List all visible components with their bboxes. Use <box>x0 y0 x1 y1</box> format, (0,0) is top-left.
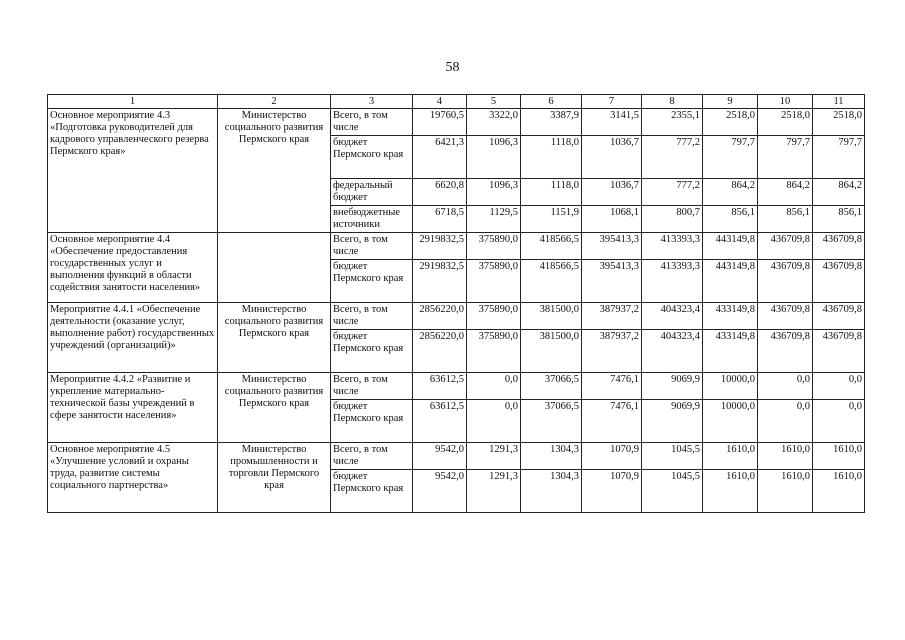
amount-cell: 381500,0 <box>521 330 582 373</box>
amount-cell: 2919832,5 <box>413 260 467 303</box>
amount-cell: 1610,0 <box>758 470 813 513</box>
activity-executor: Министерство социального развития Пермского края <box>218 303 331 373</box>
funding-source: бюджет Пермского края <box>331 260 413 303</box>
amount-cell: 418566,5 <box>521 233 582 260</box>
amount-cell: 413393,3 <box>642 260 703 303</box>
amount-cell: 387937,2 <box>582 303 642 330</box>
table-row <box>48 233 865 260</box>
amount-cell: 0,0 <box>467 373 521 400</box>
amount-cell: 443149,8 <box>703 260 758 303</box>
amount-cell: 797,7 <box>813 136 865 179</box>
activity-name: Мероприятие 4.4.1 «Обеспечение деятельности (оказание услуг, выполнение работ) государственных учреждений (организаций)» <box>48 303 218 373</box>
amount-cell: 395413,3 <box>582 260 642 303</box>
budget-table <box>47 94 865 513</box>
amount-cell: 777,2 <box>642 179 703 206</box>
amount-cell: 404323,4 <box>642 330 703 373</box>
amount-cell: 864,2 <box>758 179 813 206</box>
amount-cell: 63612,5 <box>413 373 467 400</box>
column-header-5: 5 <box>467 95 521 109</box>
amount-cell: 375890,0 <box>467 233 521 260</box>
column-header-10: 10 <box>758 95 813 109</box>
amount-cell: 375890,0 <box>467 260 521 303</box>
column-header-3: 3 <box>331 95 413 109</box>
funding-source: бюджет Пермского края <box>331 400 413 443</box>
column-header-1: 1 <box>48 95 218 109</box>
amount-cell: 381500,0 <box>521 303 582 330</box>
amount-cell: 1291,3 <box>467 470 521 513</box>
table-row <box>48 373 865 400</box>
amount-cell: 413393,3 <box>642 233 703 260</box>
amount-cell: 9542,0 <box>413 443 467 470</box>
amount-cell: 436709,8 <box>758 330 813 373</box>
amount-cell: 436709,8 <box>813 330 865 373</box>
amount-cell: 375890,0 <box>467 330 521 373</box>
funding-source: Всего, в том числе <box>331 443 413 470</box>
amount-cell: 2518,0 <box>813 109 865 136</box>
amount-cell: 1291,3 <box>467 443 521 470</box>
amount-cell: 1070,9 <box>582 443 642 470</box>
activity-executor: Министерство социального развития Пермского края <box>218 109 331 233</box>
amount-cell: 1045,5 <box>642 470 703 513</box>
page-number: 58 <box>445 60 460 75</box>
amount-cell: 7476,1 <box>582 373 642 400</box>
amount-cell: 2856220,0 <box>413 303 467 330</box>
amount-cell: 1610,0 <box>703 443 758 470</box>
amount-cell: 1610,0 <box>758 443 813 470</box>
amount-cell: 1118,0 <box>521 136 582 179</box>
amount-cell: 10000,0 <box>703 373 758 400</box>
amount-cell: 1129,5 <box>467 206 521 233</box>
amount-cell: 1070,9 <box>582 470 642 513</box>
column-header-11: 11 <box>813 95 865 109</box>
table-row <box>48 303 865 330</box>
amount-cell: 1610,0 <box>813 443 865 470</box>
amount-cell: 1304,3 <box>521 443 582 470</box>
amount-cell: 2355,1 <box>642 109 703 136</box>
funding-source: Всего, в том числе <box>331 233 413 260</box>
table-row <box>48 443 865 470</box>
amount-cell: 0,0 <box>813 400 865 443</box>
amount-cell: 6718,5 <box>413 206 467 233</box>
amount-cell: 777,2 <box>642 136 703 179</box>
amount-cell: 1096,3 <box>467 179 521 206</box>
amount-cell: 9542,0 <box>413 470 467 513</box>
table-body <box>48 95 865 513</box>
amount-cell: 19760,5 <box>413 109 467 136</box>
header-row <box>48 95 865 109</box>
amount-cell: 433149,8 <box>703 330 758 373</box>
amount-cell: 797,7 <box>758 136 813 179</box>
column-header-6: 6 <box>521 95 582 109</box>
amount-cell: 6620,8 <box>413 179 467 206</box>
amount-cell: 0,0 <box>467 400 521 443</box>
column-header-4: 4 <box>413 95 467 109</box>
amount-cell: 9069,9 <box>642 373 703 400</box>
amount-cell: 1045,5 <box>642 443 703 470</box>
amount-cell: 433149,8 <box>703 303 758 330</box>
amount-cell: 6421,3 <box>413 136 467 179</box>
amount-cell: 1151,9 <box>521 206 582 233</box>
amount-cell: 443149,8 <box>703 233 758 260</box>
table-row <box>48 109 865 136</box>
funding-source: бюджет Пермского края <box>331 136 413 179</box>
amount-cell: 1036,7 <box>582 136 642 179</box>
activity-name: Основное мероприятие 4.4 «Обеспечение предоставления государственных услуг и выполнения функций в области содействия занятости населения» <box>48 233 218 303</box>
activity-name: Основное мероприятие 4.5 «Улучшение условий и охраны труда, развитие системы социального партнерства» <box>48 443 218 513</box>
amount-cell: 418566,5 <box>521 260 582 303</box>
amount-cell: 436709,8 <box>813 260 865 303</box>
amount-cell: 1610,0 <box>813 470 865 513</box>
amount-cell: 864,2 <box>703 179 758 206</box>
funding-source: Всего, в том числе <box>331 373 413 400</box>
amount-cell: 37066,5 <box>521 373 582 400</box>
amount-cell: 9069,9 <box>642 400 703 443</box>
amount-cell: 2518,0 <box>703 109 758 136</box>
amount-cell: 800,7 <box>642 206 703 233</box>
amount-cell: 856,1 <box>703 206 758 233</box>
amount-cell: 63612,5 <box>413 400 467 443</box>
amount-cell: 436709,8 <box>758 233 813 260</box>
amount-cell: 1096,3 <box>467 136 521 179</box>
funding-source: внебюджетные источники <box>331 206 413 233</box>
funding-source: бюджет Пермского края <box>331 470 413 513</box>
amount-cell: 2518,0 <box>758 109 813 136</box>
amount-cell: 856,1 <box>758 206 813 233</box>
amount-cell: 856,1 <box>813 206 865 233</box>
activity-name: Основное мероприятие 4.3 «Подготовка руководителей для кадрового управленческого резерва Пермского края» <box>48 109 218 233</box>
amount-cell: 3387,9 <box>521 109 582 136</box>
funding-source: Всего, в том числе <box>331 109 413 136</box>
amount-cell: 1610,0 <box>703 470 758 513</box>
amount-cell: 375890,0 <box>467 303 521 330</box>
amount-cell: 404323,4 <box>642 303 703 330</box>
amount-cell: 0,0 <box>758 400 813 443</box>
amount-cell: 1304,3 <box>521 470 582 513</box>
activity-executor: Министерство социального развития Пермского края <box>218 373 331 443</box>
amount-cell: 0,0 <box>813 373 865 400</box>
funding-source: федеральный бюджет <box>331 179 413 206</box>
column-header-9: 9 <box>703 95 758 109</box>
funding-source: бюджет Пермского края <box>331 330 413 373</box>
amount-cell: 37066,5 <box>521 400 582 443</box>
funding-source: Всего, в том числе <box>331 303 413 330</box>
amount-cell: 436709,8 <box>758 260 813 303</box>
amount-cell: 797,7 <box>703 136 758 179</box>
amount-cell: 1118,0 <box>521 179 582 206</box>
column-header-2: 2 <box>218 95 331 109</box>
amount-cell: 0,0 <box>758 373 813 400</box>
amount-cell: 3141,5 <box>582 109 642 136</box>
amount-cell: 2856220,0 <box>413 330 467 373</box>
amount-cell: 395413,3 <box>582 233 642 260</box>
amount-cell: 2919832,5 <box>413 233 467 260</box>
column-header-8: 8 <box>642 95 703 109</box>
activity-name: Мероприятие 4.4.2 «Развитие и укрепление материально-технической базы учреждений в сфере занятости населения» <box>48 373 218 443</box>
amount-cell: 864,2 <box>813 179 865 206</box>
amount-cell: 7476,1 <box>582 400 642 443</box>
activity-executor: Министерство промышленности и торговли Пермского края <box>218 443 331 513</box>
amount-cell: 10000,0 <box>703 400 758 443</box>
amount-cell: 387937,2 <box>582 330 642 373</box>
amount-cell: 1068,1 <box>582 206 642 233</box>
amount-cell: 436709,8 <box>758 303 813 330</box>
activity-executor <box>218 233 331 303</box>
amount-cell: 436709,8 <box>813 303 865 330</box>
column-header-7: 7 <box>582 95 642 109</box>
amount-cell: 3322,0 <box>467 109 521 136</box>
amount-cell: 1036,7 <box>582 179 642 206</box>
amount-cell: 436709,8 <box>813 233 865 260</box>
